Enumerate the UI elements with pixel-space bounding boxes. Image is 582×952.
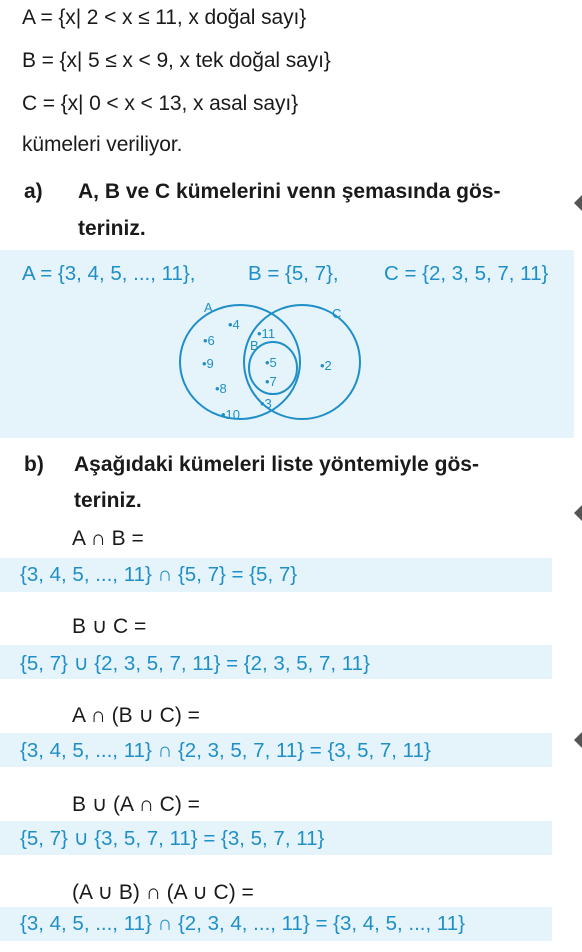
venn-element: •11 (257, 326, 276, 341)
venn-element: •6 (203, 333, 215, 348)
part-b-question-line1: Aşağıdaki kümeleri liste yöntemiyle gös- (74, 453, 479, 476)
venn-label-A: A (204, 300, 213, 315)
venn-element: •3 (260, 396, 272, 411)
definition-A: A = {x| 2 < x ≤ 11, x doğal sayı} (22, 6, 307, 29)
expression-A-intersect-B: A ∩ B = (72, 527, 144, 550)
page-edge-marker (574, 732, 582, 748)
page-edge-marker (574, 195, 582, 211)
answer-B-union-C: {5, 7} ∪ {2, 3, 5, 7, 11} = {2, 3, 5, 7, 11} (20, 652, 370, 675)
venn-element: •9 (202, 356, 214, 371)
part-b-label: b) (24, 453, 44, 476)
set-C-listing: C = {2, 3, 5, 7, 11} (384, 262, 549, 285)
expression-B-union-AintersectC: B ∪ (A ∩ C) = (72, 793, 200, 816)
venn-label-B: B (250, 338, 259, 353)
venn-diagram (0, 295, 582, 435)
answer-A-intersect-BunionC: {3, 4, 5, ..., 11} ∩ {2, 3, 5, 7, 11} = {3, 5, 7, 11} (20, 739, 431, 762)
part-a-question-line2: teriniz. (78, 217, 146, 240)
definitions-outro: kümeleri veriliyor. (22, 133, 183, 156)
expression-A-intersect-BunionC: A ∩ (B ∪ C) = (72, 704, 200, 727)
venn-element: •2 (320, 358, 332, 373)
expression-B-union-C: B ∪ C = (72, 615, 147, 638)
venn-label-C: C (332, 306, 342, 321)
part-a-question-line1: A, B ve C kümelerini venn şemasında gös- (78, 180, 501, 203)
venn-element: •10 (221, 407, 241, 422)
answer-AunionB-intersect-AunionC: {3, 4, 5, ..., 11} ∩ {2, 3, 4, ..., 11} = {3, 4, 5, ..., 11} (20, 912, 465, 935)
set-A-listing: A = {3, 4, 5, ..., 11}, (22, 262, 196, 285)
part-b-question-line2: teriniz. (74, 489, 142, 512)
venn-circle-A (180, 305, 300, 419)
venn-element: •5 (265, 355, 277, 370)
page-edge-marker (574, 505, 582, 521)
venn-element: •8 (215, 381, 227, 396)
definition-B: B = {x| 5 ≤ x < 9, x tek doğal sayı} (22, 49, 331, 72)
expression-AunionB-intersect-AunionC: (A ∪ B) ∩ (A ∪ C) = (72, 881, 254, 904)
answer-B-union-AintersectC: {5, 7} ∪ {3, 5, 7, 11} = {3, 5, 7, 11} (20, 827, 325, 850)
part-a-label: a) (24, 180, 43, 203)
venn-element: •4 (228, 317, 240, 332)
definition-C: C = {x| 0 < x < 13, x asal sayı} (22, 92, 298, 115)
venn-element: •7 (265, 374, 277, 389)
set-B-listing: B = {5, 7}, (248, 262, 339, 285)
answer-A-intersect-B: {3, 4, 5, ..., 11} ∩ {5, 7} = {5, 7} (20, 563, 298, 586)
